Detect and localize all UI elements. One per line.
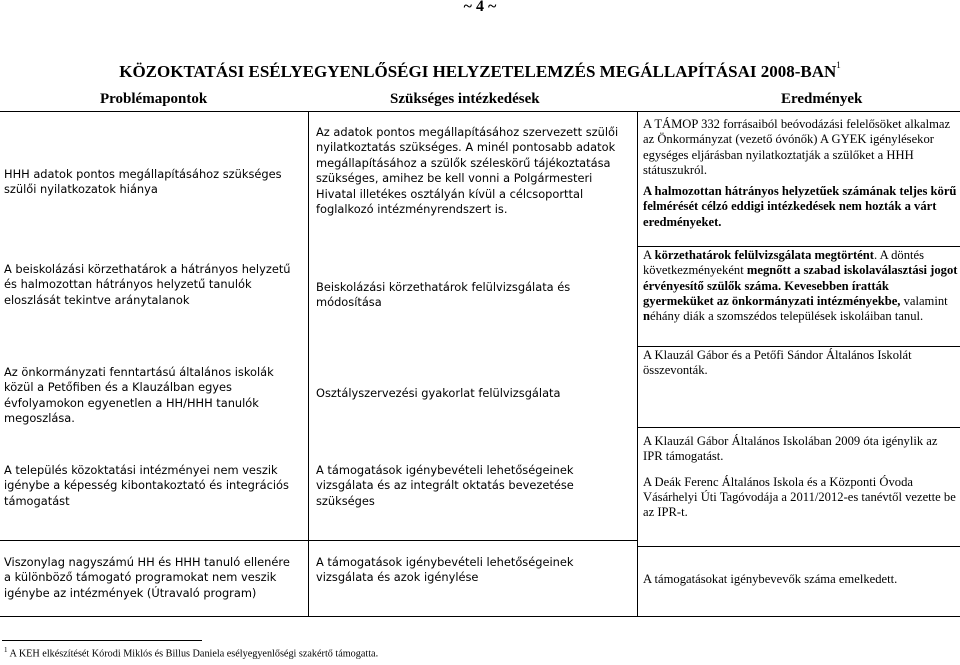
measure-cell-2: Beiskolázási körzethatárok felülvizsgálata és módosítása [316,280,571,310]
column-divider-1 [308,111,309,617]
table-row-divider-left [0,540,308,541]
problem-cell-5: Viszonylag nagyszámú HH és HHH tanuló ellenére a különböző támogató programokat nem veszik igénybe az intézmények (Útravaló program) [4,555,290,600]
measure-cell-5: A támogatások igénybevételi lehetőségeinek vizsgálata és azok igénylése [316,555,574,585]
problem-cell-2: A beiskolázási körzethatárok a hátrányos helyzetű és halmozottan hátrányos helyzetű tanulók eloszlását tekintve aránytalanok [4,262,291,307]
result-cell-1 [643,117,959,230]
result-1-text: A TÁMOP 332 forrásaiból beóvodázási felelősöket alkalmaz az Önkormányzat (vezető óvónők) A GYEK igénylésekor egységes eljárásban nyilatkoztatják a szülőket a HHH státuszukról. [643,117,951,177]
page-title [0,62,960,82]
results-divider-4 [638,546,960,547]
problem-cell-4: A település közoktatási intézményei nem veszik igénybe a képesség kibontakoztató és integrációs támogatást [4,463,289,508]
measure-cell-3: Osztályszervezési gyakorlat felülvizsgálata [316,386,561,400]
results-divider-1 [638,246,960,247]
table-bottom-border [0,616,960,617]
result-cell-3: A Klauzál Gábor és a Petőfi Sándor Általános Iskolát összevonták. [643,348,912,378]
footnote-separator [2,640,202,641]
header-measures: Szükséges intézkedések [390,91,540,107]
result-2-part-f: n [643,309,651,324]
table-row-divider-middle [309,540,637,541]
result-2-part-a: A [643,248,655,262]
result-2-part-c: . A döntés következményeként [643,248,925,278]
result-4-text-1: A Klauzál Gábor Általános Iskolában 2009 óta igénylik az IPR támogatást. [643,434,938,464]
result-cell-5: A támogatásokat igénybevevők száma emelkedett. [643,572,898,586]
footnote [4,646,378,659]
footnote-mark: 1 [4,646,8,654]
problem-cell-3: Az önkormányzati fenntartású általános iskolák közül a Petőfiben és a Klauzálban egyes évfolyamokon egyenetlen a HH/HHH tanulók megoszlása. [4,365,274,426]
result-cell-2 [643,248,959,324]
result-2-part-b: körzethatárok felülvizsgálata megtörtént [654,248,874,262]
result-2-part-d: megnőtt a szabad iskolaválasztási jogot érvényesítő szülők száma. Kevesebben íratták gyermeküket az önkormányzati intézményekbe, [643,263,958,308]
footnote-text: A KEH elkészítését Kórodi Miklós és Billus Daniela esélyegyenlőségi szakértő támogatta. [7,648,379,660]
results-divider-2 [638,346,960,347]
column-divider-2 [637,111,638,617]
header-problems: Problémapontok [100,91,208,107]
problem-cell-1: HHH adatok pontos megállapításához szükséges szülői nyilatkozatok hiánya [4,167,282,197]
results-divider-3 [638,427,960,428]
measure-cell-4: A támogatások igénybevételi lehetőségeinek vizsgálata és az integrált oktatás bevezetése szükséges [316,463,574,508]
result-1-bold-text: A halmozottan hátrányos helyzetűek számának teljes körű felmérését célzó eddigi intézkedések nem hozták a várt eredményeket. [643,184,957,229]
title-text: KÖZOKTATÁSI ESÉLYEGYENLŐSÉGI HELYZETELEMZÉS MEGÁLLAPÍTÁSAI 2008-BAN [119,62,837,81]
measure-cell-1: Az adatok pontos megállapításához szervezett szülői nyilatkoztatás szükséges. A minél pontosabb adatok megállapításához a szülők széleskörű tájékoztatása szükséges, amihez be kell vonni a Polgármesteri Hivatal illetékes osztályán kívül a célcsoporttal foglalkozó intézményrendszert is. [316,125,619,217]
table-top-border [0,111,960,112]
header-results: Eredmények [781,91,863,107]
result-cell-4 [643,434,959,520]
result-2-part-g: éhány diák a szomszédos települések iskoláiban tanul. [650,309,924,324]
result-4-text-2: A Deák Ferenc Általános Iskola és a Központi Óvoda Vásárhelyi Úti Tagóvodája a 2011/2012-es tanévtől vezette be az IPR-t. [643,474,956,520]
result-2-part-e: valamint [900,293,948,308]
page-number: ~ 4 ~ [463,0,497,15]
title-footnote-mark: 1 [836,60,841,71]
